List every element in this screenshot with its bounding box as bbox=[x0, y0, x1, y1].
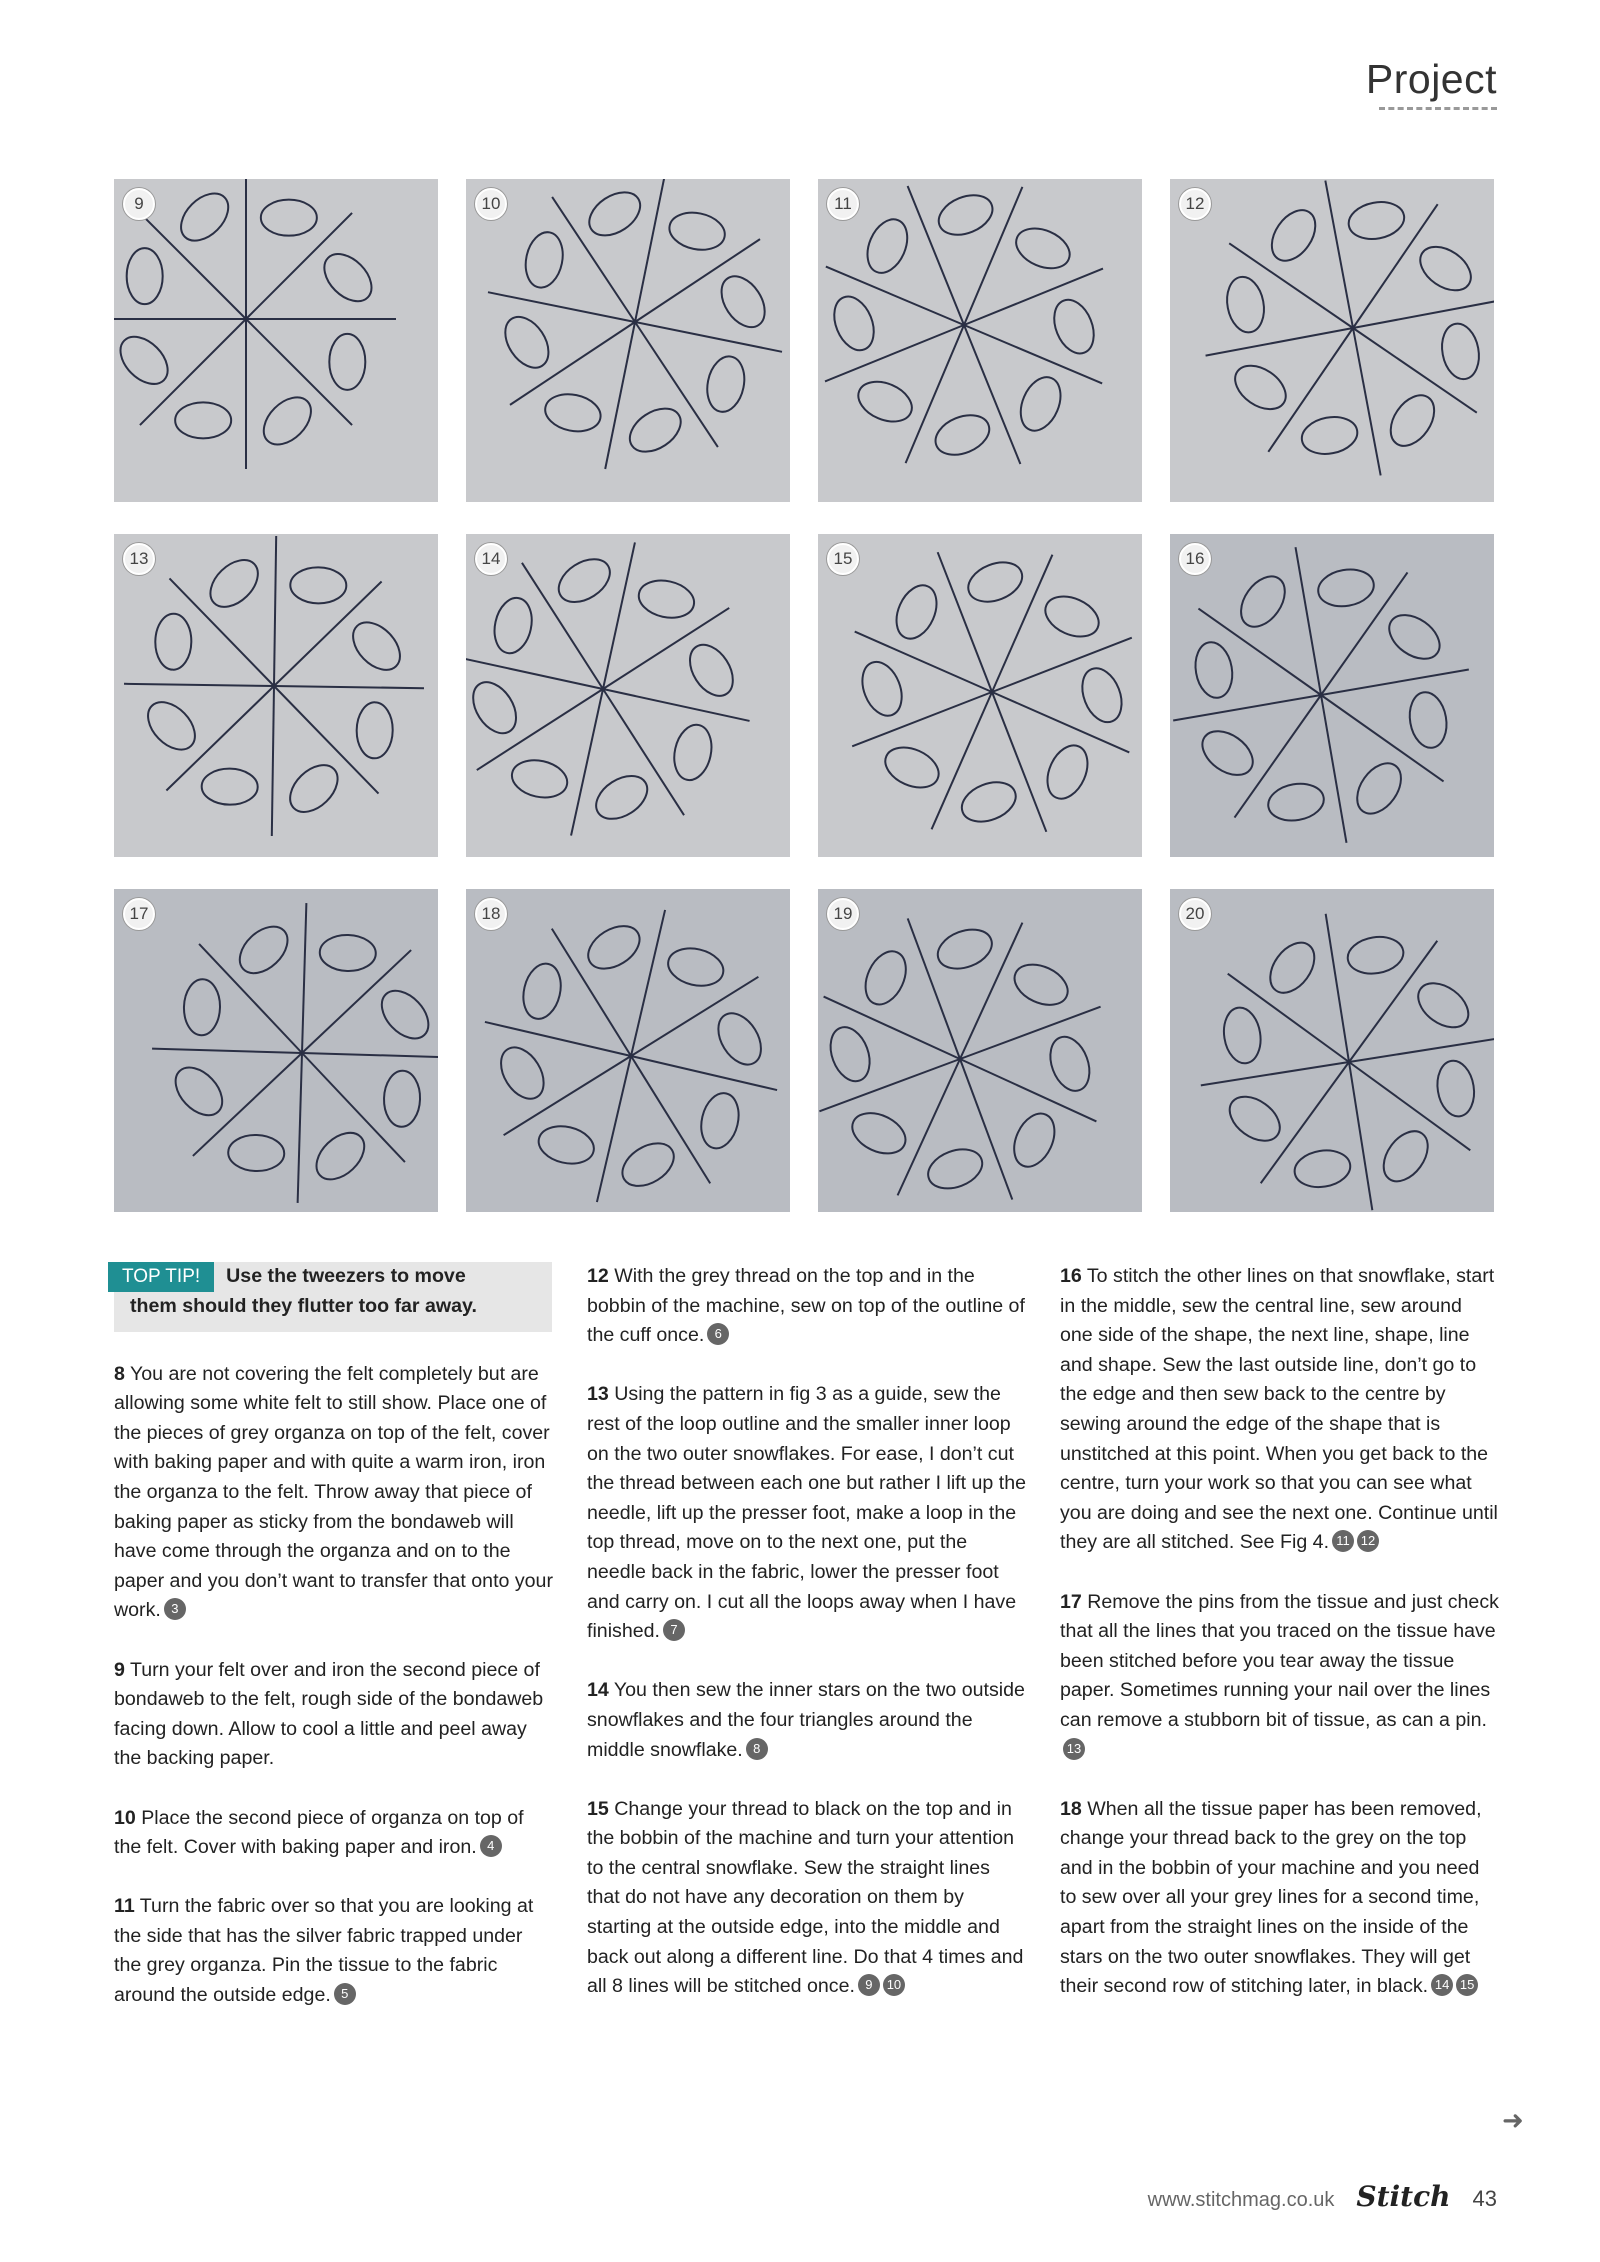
snowflake-stitch-image bbox=[1170, 889, 1494, 1212]
photo-ref-badge: 4 bbox=[480, 1835, 502, 1857]
snowflake-stitch-image bbox=[818, 889, 1142, 1212]
photo-ref-badge: 12 bbox=[1357, 1530, 1379, 1552]
step-number: 13 bbox=[587, 1383, 609, 1406]
column-1 bbox=[114, 1262, 554, 2040]
step-paragraph: 9 Turn your felt over and iron the second piece of bondaweb to the felt, rough side of the bondaweb facing down. Allow to cool a little and peel away the backing paper. bbox=[114, 1658, 544, 1770]
step-photo bbox=[1170, 889, 1494, 1212]
snowflake-stitch-image bbox=[818, 179, 1142, 502]
snowflake-stitch-image bbox=[466, 179, 790, 502]
step-number: 18 bbox=[1060, 1797, 1082, 1820]
step-number: 14 bbox=[587, 1679, 609, 1702]
footer-logo: Stitch bbox=[1356, 2180, 1451, 2213]
step-number: 8 bbox=[114, 1362, 125, 1385]
footer-url: www.stitchmag.co.uk bbox=[1147, 2189, 1335, 2211]
column-2 bbox=[587, 1262, 1027, 2031]
snowflake-stitch-image bbox=[114, 889, 438, 1212]
page-footer bbox=[1148, 2180, 1497, 2213]
snowflake-stitch-image bbox=[1170, 179, 1494, 502]
photo-ref-badge: 3 bbox=[164, 1598, 186, 1620]
photo-ref-badge: 7 bbox=[663, 1619, 685, 1641]
step-paragraph: 10 Place the second piece of organza on top of the felt. Cover with baking paper and iron. 4 bbox=[114, 1806, 524, 1859]
step-photo bbox=[114, 534, 438, 857]
column-3 bbox=[1060, 1262, 1500, 2031]
snowflake-stitch-image bbox=[466, 889, 790, 1212]
photo-ref-badge: 8 bbox=[746, 1738, 768, 1760]
step-photo bbox=[466, 179, 790, 502]
step-number: 11 bbox=[114, 1895, 135, 1918]
step-number-badge: 9 bbox=[123, 188, 155, 220]
step-number-badge: 12 bbox=[1179, 188, 1211, 220]
page-number: 43 bbox=[1472, 2186, 1497, 2211]
step-number-badge: 19 bbox=[827, 898, 859, 930]
photo-ref-badge: 14 bbox=[1431, 1974, 1453, 1996]
step-photo bbox=[114, 179, 438, 502]
page-header bbox=[1366, 56, 1497, 110]
step-number-badge: 16 bbox=[1179, 543, 1211, 575]
top-tip-line1: Use the tweezers to move bbox=[226, 1265, 466, 1287]
snowflake-stitch-image bbox=[1170, 534, 1494, 857]
step-paragraph: 17 Remove the pins from the tissue and just check that all the lines that you traced on the tissue have been stitched before you tear away the tissue paper. Sometimes running your nail over the lines can remove a stubborn bit of tissue, as can a pin.13 bbox=[1060, 1588, 1500, 1766]
photo-ref-badge: 15 bbox=[1456, 1974, 1478, 1996]
top-tip-line2: them should they flutter too far away. bbox=[130, 1295, 477, 1317]
section-title: Project bbox=[1365, 56, 1497, 102]
top-tip-box bbox=[114, 1262, 552, 1332]
arrow-right-icon: ➜ bbox=[1502, 2105, 1524, 2135]
step-number-badge: 15 bbox=[827, 543, 859, 575]
step-paragraph: 13 Using the pattern in fig 3 as a guide, sew the rest of the loop outline and the smaller inner loop on the two outer snowflakes. For ease, I don’t cut the thread between each one but rather I lift up the needle, lift up the presser foot, make a loop in the top thread, move on to the next one, put the needle back in the fabric, lower the presser foot and carry on. I cut all the loops away when I have finished. 7 bbox=[587, 1383, 1026, 1643]
step-photo bbox=[114, 889, 438, 1212]
step-paragraph: 12 With the grey thread on the top and in the bobbin of the machine, sew on top of the outline of the cuff once. 6 bbox=[587, 1265, 1025, 1347]
step-number-badge: 10 bbox=[475, 188, 507, 220]
photo-ref-badge: 5 bbox=[334, 1983, 356, 2005]
step-paragraph: 16 To stitch the other lines on that snowflake, start in the middle, sew the central line, sew around one side of the shape, the next line, shape, line and shape. Sew the last outside line, don’t go to the edge and then sew back to the centre by sewing around the edge of the shape that is unstitched at this point. When you get back to the centre, turn your work so that you can see what you are doing and see the next one. Continue until they are all stitched. See Fig 4. 11 12 bbox=[1060, 1265, 1498, 1554]
step-number-badge: 18 bbox=[475, 898, 507, 930]
step-photo bbox=[818, 889, 1142, 1212]
step-number: 12 bbox=[587, 1265, 609, 1287]
step-paragraph: 8 You are not covering the felt completely but are allowing some white felt to still show. Place one of the pieces of grey organza on top of the felt, cover with baking paper and with quite a warm iron, iron the organza to the felt. Throw away that piece of baking paper as sticky from the bondaweb will have come through the organza and on to the paper and you don’t want to transfer that onto your work. 3 bbox=[114, 1362, 553, 1622]
step-number-badge: 13 bbox=[123, 543, 155, 575]
top-tip-label: TOP TIP! bbox=[108, 1262, 214, 1292]
step-number: 17 bbox=[1060, 1590, 1082, 1613]
step-photo bbox=[1170, 534, 1494, 857]
photo-ref-badge: 13 bbox=[1063, 1738, 1085, 1760]
step-paragraph: 11 Turn the fabric over so that you are looking at the side that has the silver fabric trapped under the grey organza. Pin the tissue to the fabric around the outside edge. 5 bbox=[114, 1895, 534, 2007]
step-paragraph: 18 When all the tissue paper has been removed, change your thread back to the grey on the top and in the bobbin of your machine and you need to sew over all your grey lines for a second time, apart from the straight lines on the inside of the stars on the two outer snowflakes. They will get their second row of stitching later, in black. 14 15 bbox=[1060, 1797, 1482, 1998]
step-number: 16 bbox=[1060, 1265, 1082, 1287]
photo-ref-badge: 9 bbox=[858, 1974, 880, 1996]
dashed-divider bbox=[1379, 107, 1497, 110]
step-photo bbox=[818, 179, 1142, 502]
step-photo bbox=[466, 534, 790, 857]
step-number: 9 bbox=[114, 1658, 125, 1681]
step-photo bbox=[466, 889, 790, 1212]
snowflake-stitch-image bbox=[818, 534, 1142, 857]
step-paragraph: 15 Change your thread to black on the top and in the bobbin of the machine and turn your attention to the central snowflake. Sew the straight lines that do not have any decoration on them by starting at the outside edge, into the middle and back out along a different line. Do that 4 times and all 8 lines will be stitched once. 9 10 bbox=[587, 1797, 1024, 1998]
step-number-badge: 14 bbox=[475, 543, 507, 575]
step-paragraph: 14 You then sew the inner stars on the two outside snowflakes and the four triangles around the middle snowflake. 8 bbox=[587, 1679, 1025, 1761]
photo-ref-badge: 6 bbox=[707, 1323, 729, 1345]
step-number: 15 bbox=[587, 1797, 609, 1820]
step-number-badge: 11 bbox=[827, 188, 859, 220]
snowflake-stitch-image bbox=[114, 534, 438, 857]
step-photo bbox=[1170, 179, 1494, 502]
snowflake-stitch-image bbox=[466, 534, 790, 857]
step-photo bbox=[818, 534, 1142, 857]
photo-ref-badge: 10 bbox=[883, 1974, 905, 1996]
step-number-badge: 17 bbox=[123, 898, 155, 930]
photo-ref-badge: 11 bbox=[1332, 1530, 1354, 1552]
step-number-badge: 20 bbox=[1179, 898, 1211, 930]
snowflake-stitch-image bbox=[114, 179, 438, 502]
step-number: 10 bbox=[114, 1806, 136, 1829]
